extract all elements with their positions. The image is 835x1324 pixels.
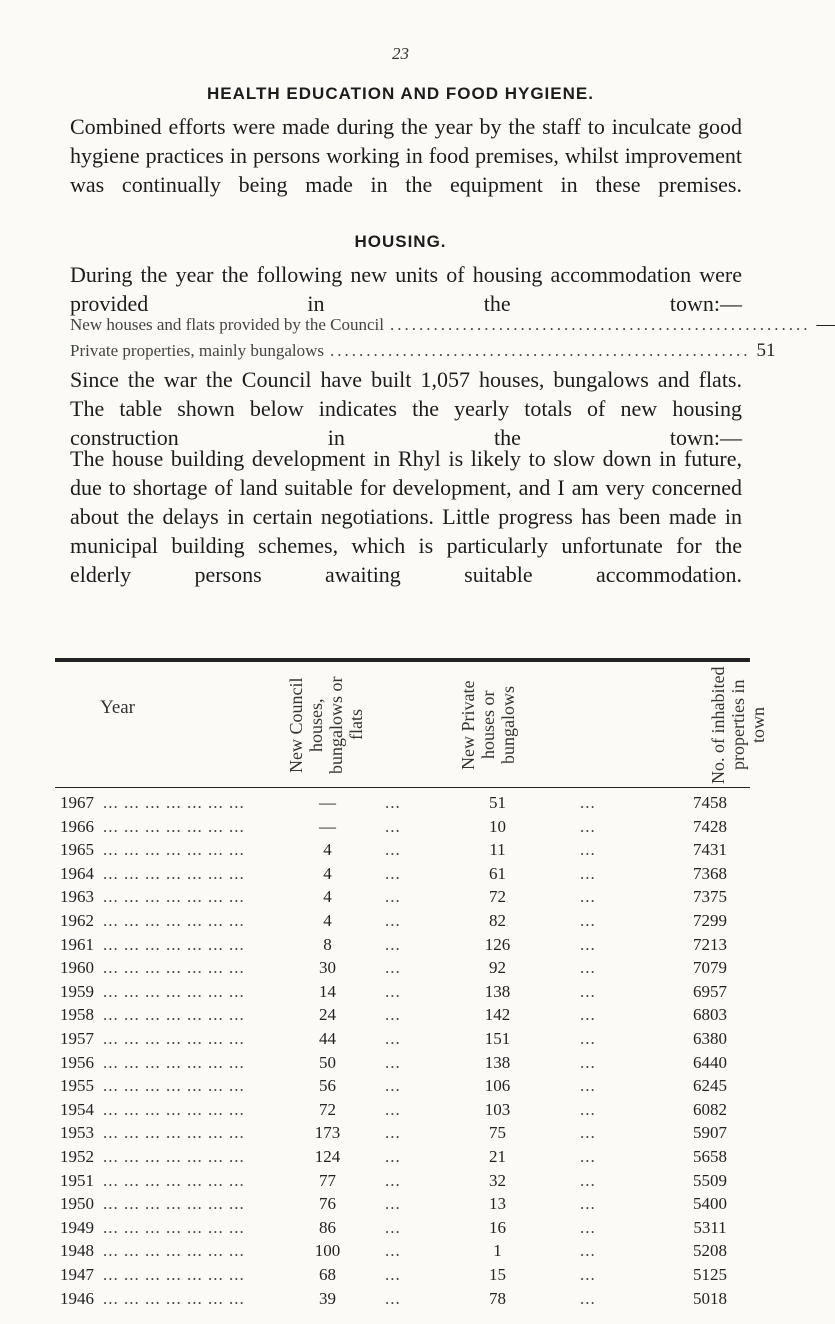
council-cell: 124 bbox=[314, 1147, 341, 1166]
table-row bbox=[0, 817, 801, 839]
table-row bbox=[0, 911, 801, 933]
table-row bbox=[0, 958, 801, 980]
table-row bbox=[0, 1241, 801, 1263]
year-cell: 1947 bbox=[60, 1265, 94, 1284]
private-cell: 32 bbox=[489, 1171, 506, 1190]
inhabited-cell: 7428 bbox=[693, 817, 727, 836]
leader-dots: .......................................................... bbox=[330, 341, 751, 360]
units-row-council bbox=[70, 314, 835, 336]
units-value: 51 bbox=[756, 340, 776, 361]
leader-dots: ... ... ... ... ... ... ... bbox=[103, 1029, 245, 1048]
inhabited-cell: 6380 bbox=[693, 1029, 727, 1048]
table-row bbox=[0, 1218, 801, 1240]
private-cell: 13 bbox=[489, 1194, 506, 1213]
inhabited-cell: 7079 bbox=[693, 958, 727, 977]
year-cell: 1953 bbox=[60, 1123, 94, 1142]
leader-dots: ... ... ... ... ... ... ... bbox=[103, 1265, 245, 1284]
leader-dots: ... bbox=[385, 982, 401, 1001]
leader-dots: ... bbox=[385, 1100, 401, 1119]
leader-dots: ... bbox=[580, 935, 596, 954]
leader-dots: ... ... ... ... ... ... ... bbox=[103, 1171, 245, 1190]
inhabited-cell: 5400 bbox=[693, 1194, 727, 1213]
table-row bbox=[0, 1005, 801, 1027]
council-cell: 14 bbox=[319, 982, 336, 1001]
housing-intro: During the year the following new units of housing accommodation were provided in the town:— bbox=[70, 262, 742, 316]
private-cell: 75 bbox=[489, 1123, 506, 1142]
header-year: Year bbox=[100, 697, 136, 718]
table-row bbox=[0, 1076, 801, 1098]
year-cell: 1952 bbox=[60, 1147, 94, 1166]
inhabited-cell: 5018 bbox=[693, 1289, 727, 1308]
council-cell: 100 bbox=[314, 1241, 341, 1260]
leader-dots: ... ... ... ... ... ... ... bbox=[103, 1100, 245, 1119]
year-cell: 1963 bbox=[60, 887, 94, 906]
leader-dots: ... bbox=[580, 911, 596, 930]
leader-dots: ... bbox=[580, 1076, 596, 1095]
units-row-private bbox=[70, 340, 776, 362]
page-number: 23 bbox=[392, 44, 409, 63]
leader-dots: ... bbox=[385, 1171, 401, 1190]
council-cell: 77 bbox=[319, 1171, 336, 1190]
inhabited-cell: 7213 bbox=[693, 935, 727, 954]
year-cell: 1950 bbox=[60, 1194, 94, 1213]
inhabited-cell: 7299 bbox=[693, 911, 727, 930]
leader-dots: ... bbox=[385, 864, 401, 883]
council-cell: 76 bbox=[319, 1194, 336, 1213]
council-cell: 4 bbox=[323, 911, 332, 930]
leader-dots: ... bbox=[385, 887, 401, 906]
private-cell: 1 bbox=[493, 1241, 502, 1260]
private-cell: 142 bbox=[484, 1005, 511, 1024]
council-cell: 30 bbox=[319, 958, 336, 977]
private-cell: 103 bbox=[484, 1100, 511, 1119]
inhabited-cell: 6803 bbox=[693, 1005, 727, 1024]
year-cell: 1959 bbox=[60, 982, 94, 1001]
year-cell: 1961 bbox=[60, 935, 94, 954]
year-cell: 1948 bbox=[60, 1241, 94, 1260]
units-label: New houses and flats provided by the Council bbox=[70, 315, 384, 334]
leader-dots: ... bbox=[580, 840, 596, 859]
year-cell: 1966 bbox=[60, 817, 94, 836]
leader-dots: ... ... ... ... ... ... ... bbox=[103, 1289, 245, 1308]
leader-dots: ... bbox=[385, 793, 401, 812]
leader-dots: ... bbox=[580, 864, 596, 883]
table-row bbox=[0, 840, 801, 862]
council-cell: 39 bbox=[319, 1289, 336, 1308]
leader-dots: ... bbox=[580, 817, 596, 836]
table-row bbox=[0, 1029, 801, 1051]
year-cell: 1957 bbox=[60, 1029, 94, 1048]
leader-dots: ... bbox=[385, 911, 401, 930]
year-cell: 1951 bbox=[60, 1171, 94, 1190]
table-row bbox=[0, 1289, 801, 1311]
year-cell: 1955 bbox=[60, 1076, 94, 1095]
year-cell: 1949 bbox=[60, 1218, 94, 1237]
leader-dots: ... bbox=[580, 1171, 596, 1190]
leader-dots: ... bbox=[580, 1265, 596, 1284]
leader-dots: ... bbox=[385, 840, 401, 859]
year-cell: 1964 bbox=[60, 864, 94, 883]
leader-dots: ... ... ... ... ... ... ... bbox=[103, 1076, 245, 1095]
leader-dots: ... ... ... ... ... ... ... bbox=[103, 1147, 245, 1166]
leader-dots: ... ... ... ... ... ... ... bbox=[103, 911, 245, 930]
council-cell: 24 bbox=[319, 1005, 336, 1024]
table-header-rule bbox=[55, 787, 750, 788]
private-cell: 21 bbox=[489, 1147, 506, 1166]
table-row bbox=[0, 793, 801, 815]
year-cell: 1954 bbox=[60, 1100, 94, 1119]
private-cell: 61 bbox=[489, 864, 506, 883]
inhabited-cell: 5208 bbox=[693, 1241, 727, 1260]
private-cell: 11 bbox=[489, 840, 506, 859]
leader-dots: ... bbox=[385, 1005, 401, 1024]
table-row bbox=[0, 1100, 801, 1122]
year-cell: 1967 bbox=[60, 793, 94, 812]
table-row bbox=[0, 1053, 801, 1075]
header-private: New Private houses or bungalows bbox=[458, 680, 518, 770]
header-inhabited: No. of inhabited properties in town bbox=[708, 666, 768, 784]
table-row bbox=[0, 1123, 801, 1145]
council-cell: 86 bbox=[319, 1218, 336, 1237]
year-cell: 1956 bbox=[60, 1053, 94, 1072]
table-row bbox=[0, 864, 801, 886]
table-row bbox=[0, 1171, 801, 1193]
leader-dots: ... bbox=[580, 1005, 596, 1024]
inhabited-cell: 5658 bbox=[693, 1147, 727, 1166]
leader-dots: ... bbox=[385, 1053, 401, 1072]
leader-dots: ... bbox=[580, 1147, 596, 1166]
private-cell: 106 bbox=[484, 1076, 511, 1095]
council-cell: 56 bbox=[319, 1076, 336, 1095]
year-cell: 1958 bbox=[60, 1005, 94, 1024]
inhabited-cell: 5509 bbox=[693, 1171, 727, 1190]
leader-dots: ... ... ... ... ... ... ... bbox=[103, 864, 245, 883]
leader-dots: ... bbox=[580, 1218, 596, 1237]
table-row bbox=[0, 887, 801, 909]
table-row bbox=[0, 1265, 801, 1287]
leader-dots: ... bbox=[385, 1218, 401, 1237]
leader-dots: ... ... ... ... ... ... ... bbox=[103, 982, 245, 1001]
year-cell: 1965 bbox=[60, 840, 94, 859]
council-cell: 4 bbox=[323, 840, 332, 859]
private-cell: 138 bbox=[484, 1053, 511, 1072]
year-cell: 1946 bbox=[60, 1289, 94, 1308]
council-cell: 8 bbox=[323, 935, 332, 954]
inhabited-cell: 6957 bbox=[693, 982, 727, 1001]
private-cell: 126 bbox=[484, 935, 511, 954]
inhabited-cell: 6440 bbox=[693, 1053, 727, 1072]
table-row bbox=[0, 1147, 801, 1169]
leader-dots: ... bbox=[580, 1029, 596, 1048]
units-label: Private properties, mainly bungalows bbox=[70, 341, 325, 360]
council-cell: 72 bbox=[319, 1100, 336, 1119]
leader-dots: ... bbox=[580, 1194, 596, 1213]
leader-dots: ... bbox=[580, 1289, 596, 1308]
leader-dots: ... ... ... ... ... ... ... bbox=[103, 1218, 245, 1237]
leader-dots: ... bbox=[580, 887, 596, 906]
inhabited-cell: 7368 bbox=[693, 864, 727, 883]
council-cell: — bbox=[319, 793, 336, 812]
leader-dots: ... bbox=[580, 958, 596, 977]
inhabited-cell: 7375 bbox=[693, 887, 727, 906]
leader-dots: ... bbox=[385, 958, 401, 977]
council-cell: 68 bbox=[319, 1265, 336, 1284]
private-cell: 138 bbox=[484, 982, 511, 1001]
council-cell: 4 bbox=[323, 887, 332, 906]
leader-dots: .......................................................... bbox=[389, 315, 811, 334]
private-cell: 78 bbox=[489, 1289, 506, 1308]
year-cell: 1962 bbox=[60, 911, 94, 930]
council-cell: 173 bbox=[314, 1123, 341, 1142]
leader-dots: ... ... ... ... ... ... ... bbox=[103, 1241, 245, 1260]
leader-dots: ... bbox=[385, 1123, 401, 1142]
leader-dots: ... bbox=[385, 1147, 401, 1166]
private-cell: 16 bbox=[489, 1218, 506, 1237]
leader-dots: ... bbox=[580, 793, 596, 812]
private-cell: 92 bbox=[489, 958, 506, 977]
leader-dots: ... ... ... ... ... ... ... bbox=[103, 935, 245, 954]
health-paragraph: Combined efforts were made during the year by the staff to inculcate good hygiene practices in persons working in food premises, whilst improvement was continually being made in the equipment in these premises. bbox=[70, 114, 742, 197]
private-cell: 82 bbox=[489, 911, 506, 930]
leader-dots: ... bbox=[385, 1076, 401, 1095]
development-paragraph: The house building development in Rhyl is likely to slow down in future, due to shortage of land suitable for development, and I am very concerned about the delays in certain negotiations. Little progress has been made in municipal building schemes, which is particularly unfortunate for the elderly persons awaiting suitable accommodation. bbox=[70, 446, 742, 587]
inhabited-cell: 5311 bbox=[693, 1218, 727, 1237]
leader-dots: ... ... ... ... ... ... ... bbox=[103, 887, 245, 906]
inhabited-cell: 7431 bbox=[693, 840, 727, 859]
leader-dots: ... bbox=[580, 1241, 596, 1260]
leader-dots: ... bbox=[385, 935, 401, 954]
leader-dots: ... bbox=[385, 1029, 401, 1048]
inhabited-cell: 6082 bbox=[693, 1100, 727, 1119]
leader-dots: ... ... ... ... ... ... ... bbox=[103, 1005, 245, 1024]
private-cell: 72 bbox=[489, 887, 506, 906]
inhabited-cell: 7458 bbox=[693, 793, 727, 812]
year-cell: 1960 bbox=[60, 958, 94, 977]
council-cell: 4 bbox=[323, 864, 332, 883]
private-cell: 15 bbox=[489, 1265, 506, 1284]
council-cell: — bbox=[319, 817, 336, 836]
table-row bbox=[0, 1194, 801, 1216]
table-row bbox=[0, 982, 801, 1004]
leader-dots: ... bbox=[385, 1194, 401, 1213]
table-row bbox=[0, 935, 801, 957]
inhabited-cell: 5125 bbox=[693, 1265, 727, 1284]
private-cell: 151 bbox=[484, 1029, 511, 1048]
leader-dots: ... bbox=[580, 1053, 596, 1072]
leader-dots: ... ... ... ... ... ... ... bbox=[103, 840, 245, 859]
council-cell: 50 bbox=[319, 1053, 336, 1072]
leader-dots: ... bbox=[580, 1123, 596, 1142]
leader-dots: ... ... ... ... ... ... ... bbox=[103, 1123, 245, 1142]
leader-dots: ... ... ... ... ... ... ... bbox=[103, 958, 245, 977]
leader-dots: ... bbox=[580, 982, 596, 1001]
since-war-paragraph: Since the war the Council have built 1,057 houses, bungalows and flats. The table shown below indicates the yearly totals of new housing construction in the town:— bbox=[70, 367, 742, 450]
council-cell: 44 bbox=[319, 1029, 336, 1048]
inhabited-cell: 5907 bbox=[693, 1123, 727, 1142]
leader-dots: ... bbox=[580, 1100, 596, 1119]
leader-dots: ... bbox=[385, 1289, 401, 1308]
leader-dots: ... ... ... ... ... ... ... bbox=[103, 817, 245, 836]
housing-heading: HOUSING. bbox=[354, 232, 447, 251]
inhabited-cell: 6245 bbox=[693, 1076, 727, 1095]
health-heading: HEALTH EDUCATION AND FOOD HYGIENE. bbox=[207, 84, 594, 103]
leader-dots: ... ... ... ... ... ... ... bbox=[103, 1053, 245, 1072]
private-cell: 51 bbox=[489, 793, 506, 812]
leader-dots: ... ... ... ... ... ... ... bbox=[103, 1194, 245, 1213]
header-council: New Council houses, bungalows or flats bbox=[286, 676, 366, 774]
leader-dots: ... bbox=[385, 1265, 401, 1284]
leader-dots: ... bbox=[385, 1241, 401, 1260]
units-value: — bbox=[816, 314, 835, 335]
leader-dots: ... ... ... ... ... ... ... bbox=[103, 793, 245, 812]
leader-dots: ... bbox=[385, 817, 401, 836]
table-top-rule bbox=[55, 658, 750, 662]
private-cell: 10 bbox=[489, 817, 506, 836]
